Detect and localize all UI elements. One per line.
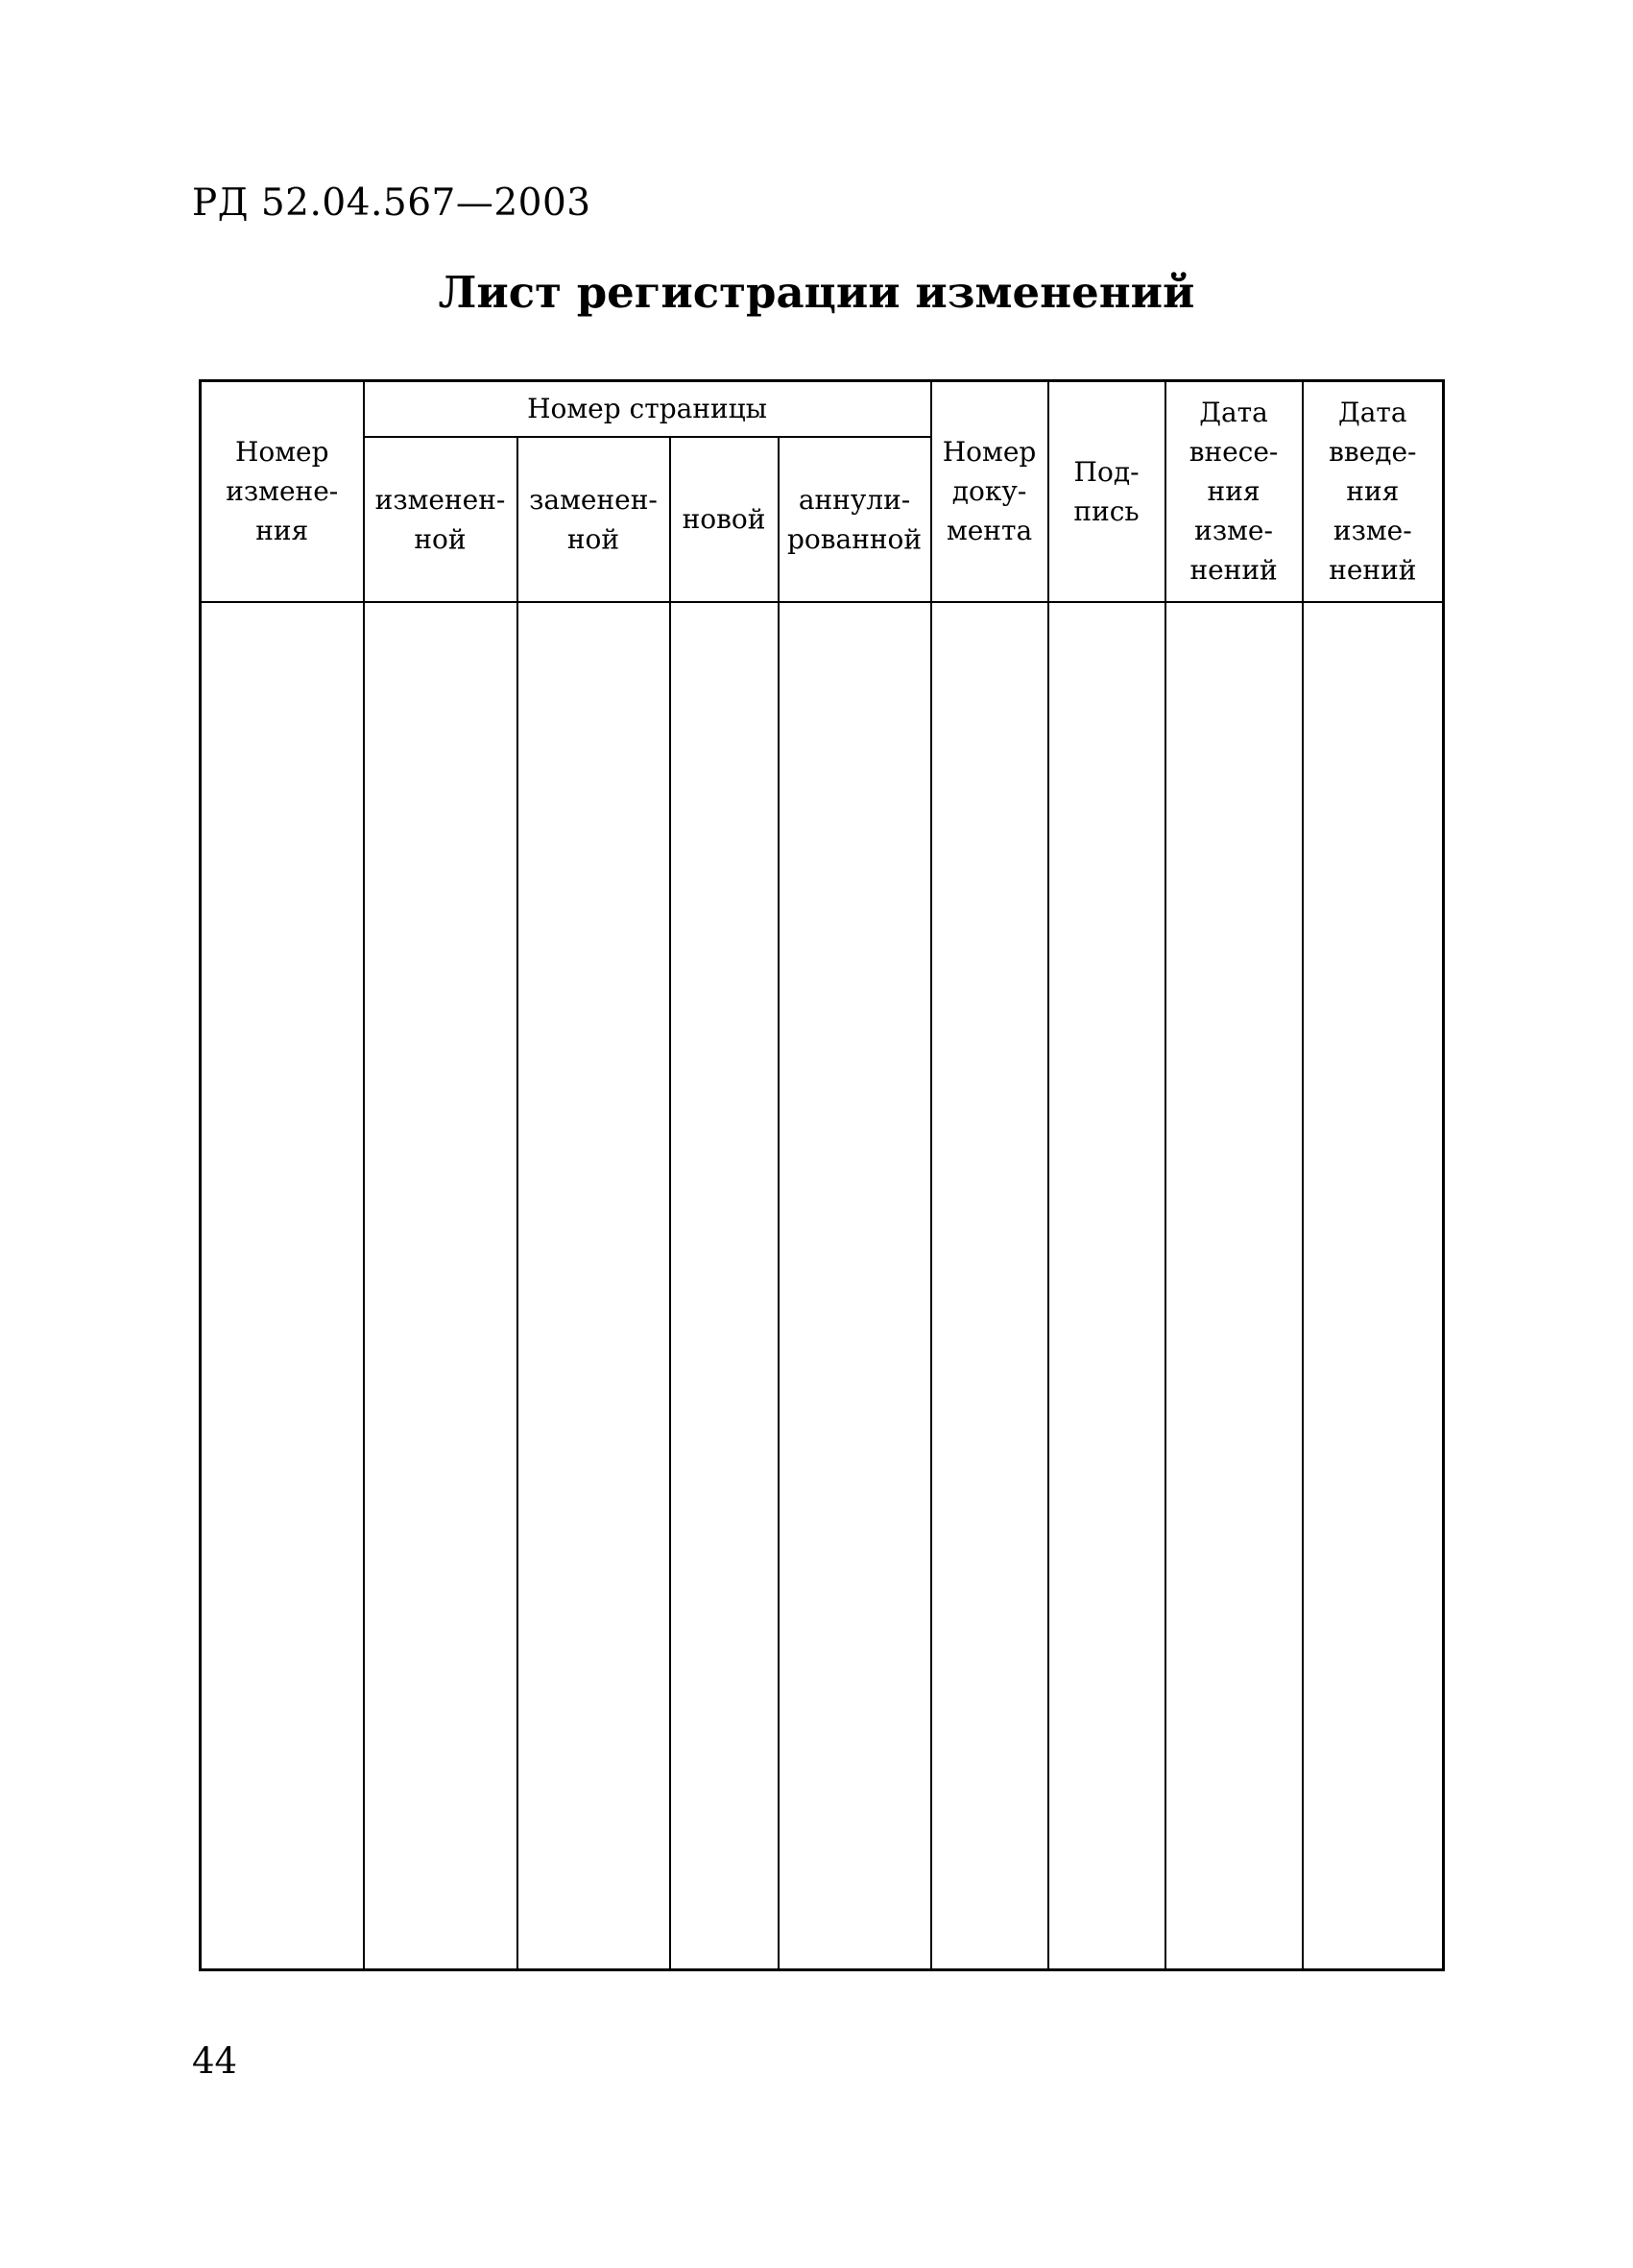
header-page-replaced: заменен- ной <box>517 437 670 602</box>
cell-date-entered <box>1165 602 1303 1970</box>
cell-page-new <box>670 602 779 1970</box>
cell-page-changed <box>364 602 517 1970</box>
header-page-changed: изменен- ной <box>364 437 517 602</box>
cell-signature <box>1048 602 1165 1970</box>
header-document-number: Номер доку- мента <box>931 381 1048 602</box>
cell-page-annulled <box>779 602 931 1970</box>
cell-date-introduced <box>1303 602 1444 1970</box>
header-page-number-group: Номер страницы <box>364 381 931 437</box>
document-code: РД 52.04.567—2003 <box>192 181 591 225</box>
header-date-entered: Дата внесе- ния изме- нений <box>1165 381 1303 602</box>
change-registration-table <box>199 379 1445 1971</box>
header-page-new: новой <box>670 437 779 602</box>
header-change-number: Номер измене- ния <box>201 381 364 602</box>
cell-page-replaced <box>517 602 670 1970</box>
header-signature: Под- пись <box>1048 381 1165 602</box>
cell-document-number <box>931 602 1048 1970</box>
page-title: Лист регистрации изменений <box>438 267 1195 318</box>
table-row <box>201 602 1444 1970</box>
page-number: 44 <box>192 2040 238 2082</box>
header-date-introduced: Дата введе- ния изме- нений <box>1303 381 1444 602</box>
header-page-annulled: аннули- рованной <box>779 437 931 602</box>
cell-change-number <box>201 602 364 1970</box>
